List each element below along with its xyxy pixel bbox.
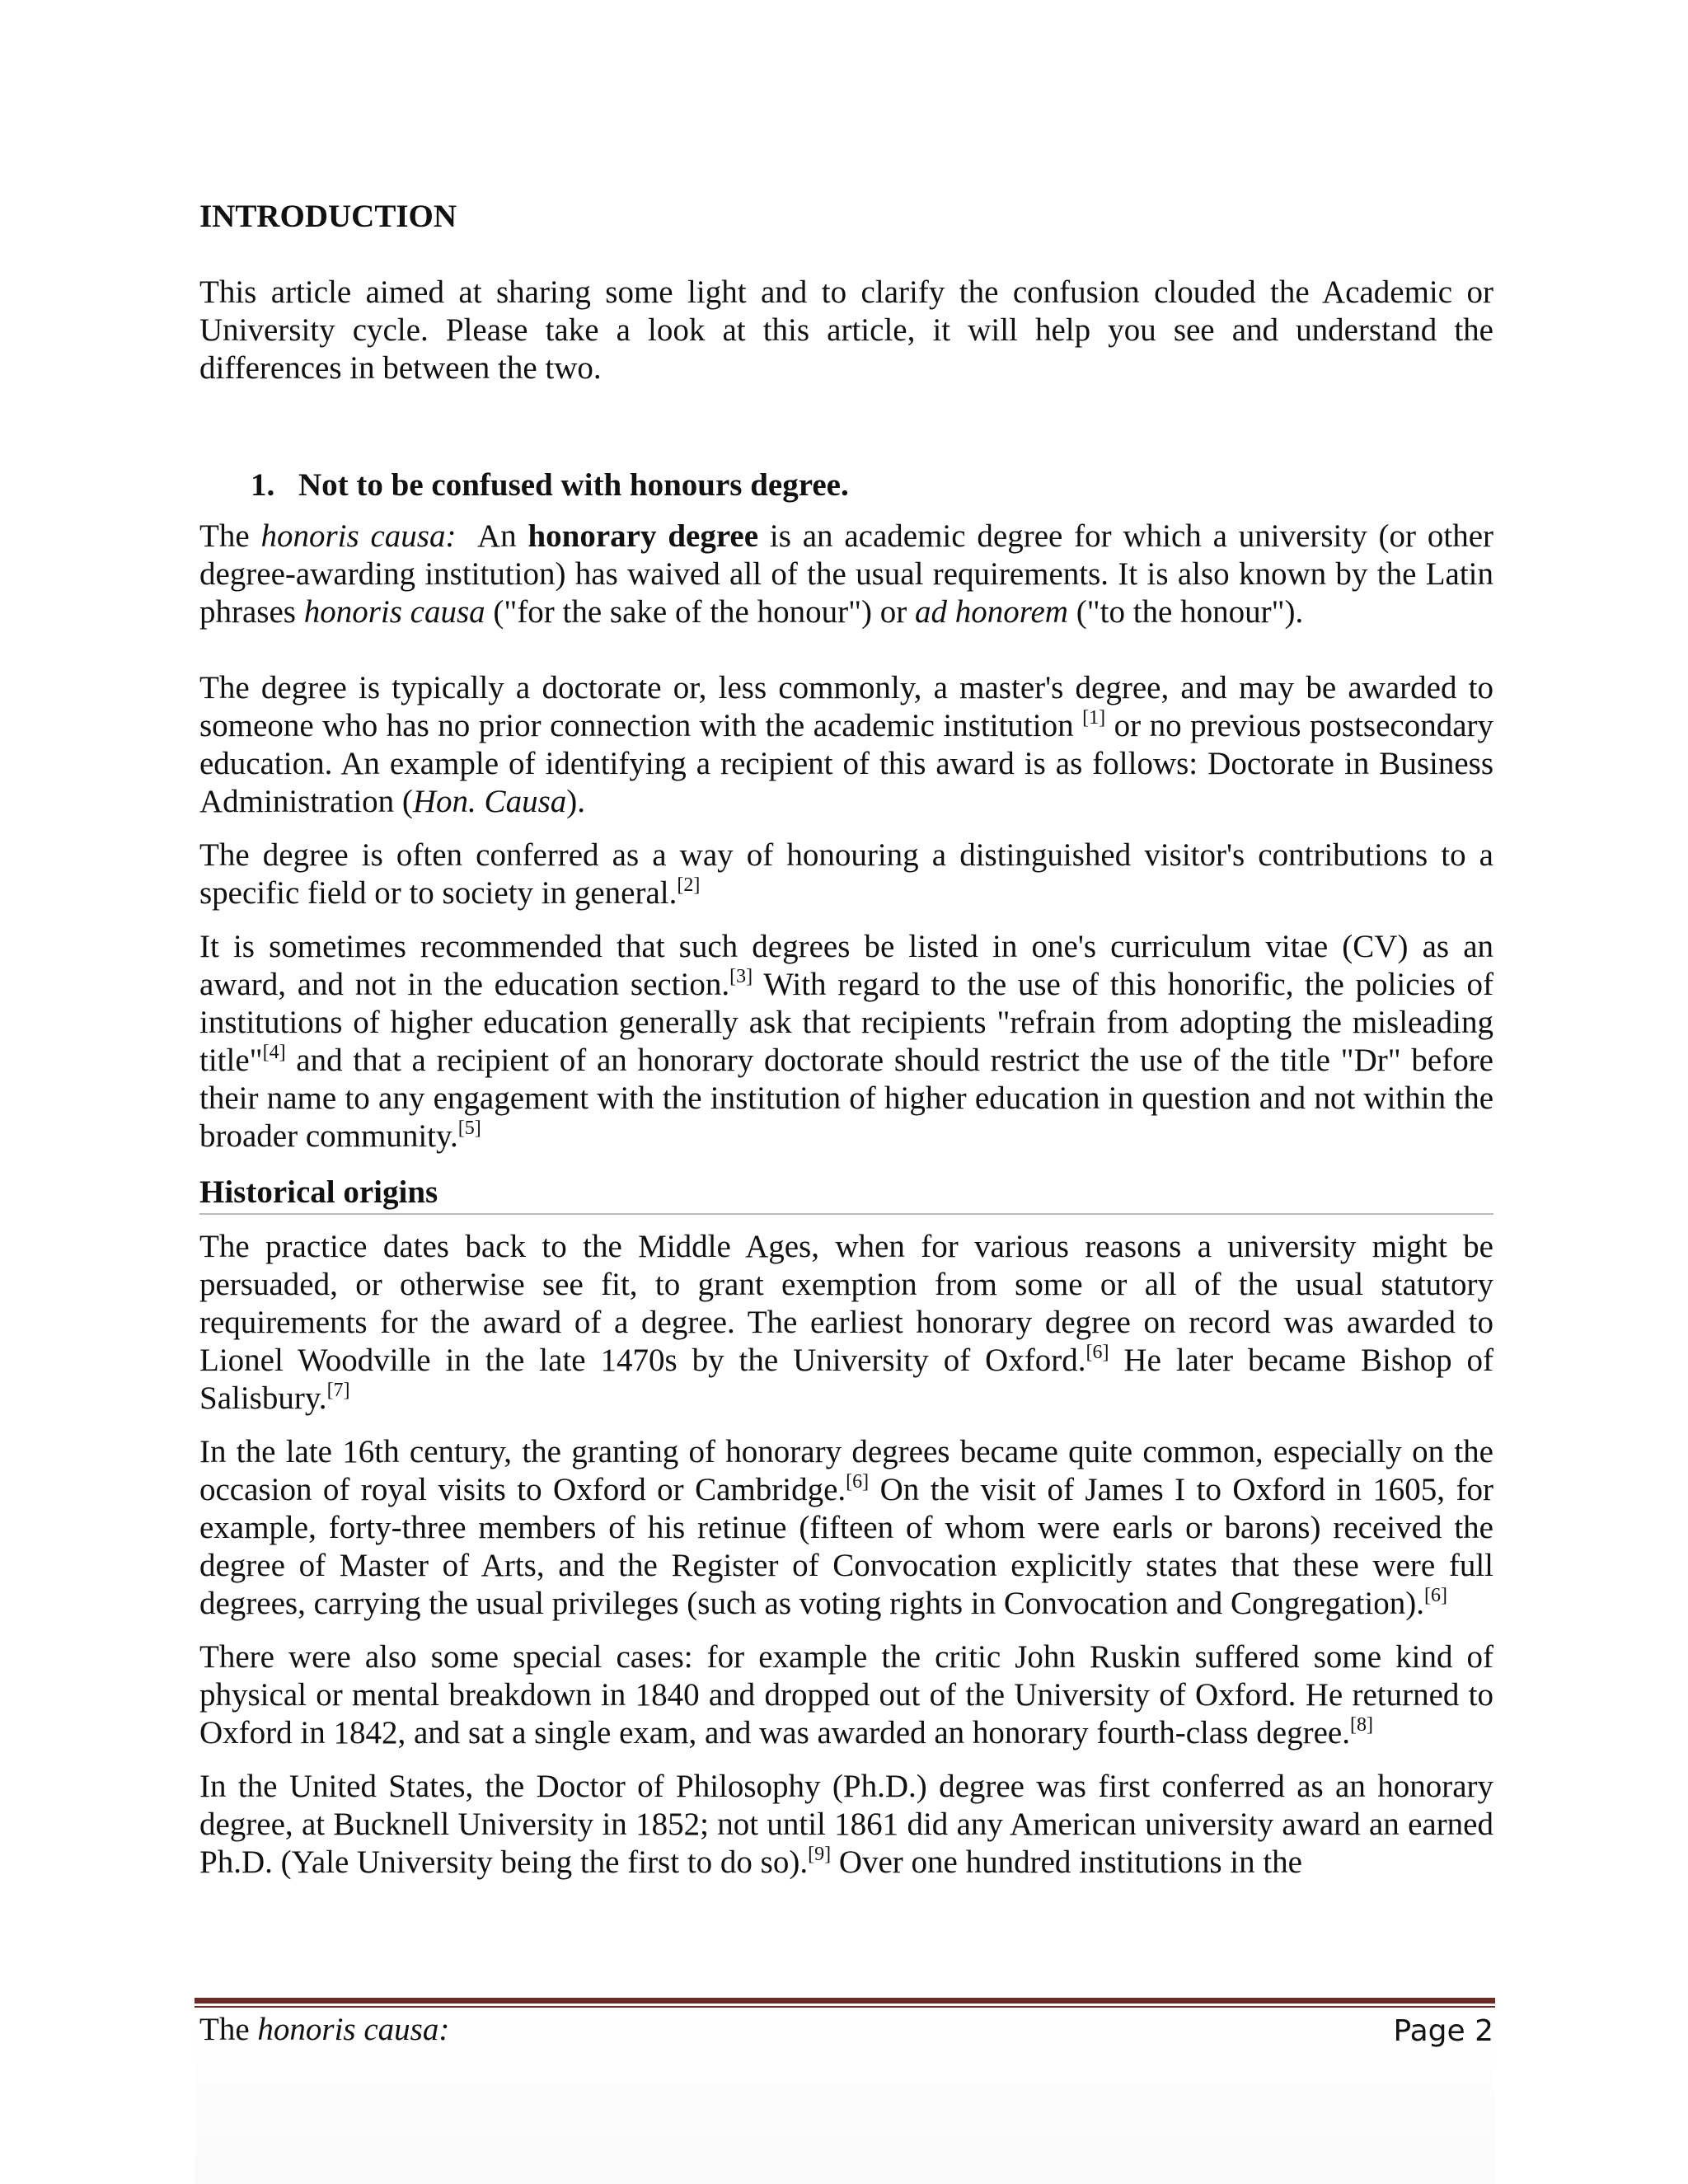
bold-run: honorary degree: [528, 518, 759, 554]
citation-ref[interactable]: [9]: [808, 1844, 832, 1865]
page-number: Page 2: [1393, 2014, 1493, 2048]
citation-ref[interactable]: [7]: [326, 1380, 350, 1401]
italic-run: Hon. Causa: [412, 784, 567, 819]
citation-ref[interactable]: [6]: [1423, 1585, 1447, 1606]
footer-title-prefix: The: [199, 2012, 258, 2047]
middle-ages-paragraph: [199, 1228, 1493, 1418]
citation-ref[interactable]: [4]: [262, 1042, 286, 1063]
text-run: On the visit of James I to Oxford in 1605, for example, forty-three members of his retinue (fifteen of whom were earls or barons) received the degree of Master of Arts, and the Register of Convocation explicitly states that these were full degrees, carrying the usual privileges (such as voting rights in Convocation and Congregation).: [199, 1472, 1493, 1621]
citation-ref[interactable]: [3]: [729, 966, 753, 987]
text-run: An: [456, 518, 528, 554]
text-run: ("for the sake of the honour") or: [485, 594, 915, 630]
footer-title: [199, 2011, 449, 2049]
citation-ref[interactable]: [5]: [457, 1118, 481, 1139]
list-number: 1.: [251, 467, 275, 503]
italic-run: honoris causa: [303, 594, 485, 630]
text-run: ).: [566, 784, 585, 819]
text-run: is an academic degree for which a university (or other degree-awarding institution) has waived all of the usual requirements. It is also known by the Latin phrases: [199, 518, 1493, 630]
text-run: The degree is typically a doctorate or, less commonly, a master's degree, and may be awarded to someone who has no prior connection with the academic institution: [199, 670, 1493, 743]
citation-ref[interactable]: [1]: [1082, 707, 1106, 729]
numbered-heading-1: [251, 466, 1493, 504]
text-run: The degree is often conferred as a way of honouring a distinguished visitor's contributions to a specific field or to society in general.: [199, 837, 1493, 911]
text-run: There were also some special cases: for example the critic John Ruskin suffered some kind of physical or mental breakdown in 1840 and dropped out of the University of Oxford. He returned to Oxford in 1842, and sat a single exam, and was awarded an honorary fourth-class degree.: [199, 1639, 1493, 1750]
text-run: ("to the honour").: [1067, 594, 1304, 630]
text-run: Over one hundred institutions in the: [831, 1844, 1302, 1880]
italic-run: honoris causa:: [260, 518, 457, 554]
section-heading-introduction: INTRODUCTION: [199, 199, 457, 234]
sixteenth-century-paragraph: [199, 1433, 1493, 1623]
footer-title-italic: honoris causa:: [257, 2012, 450, 2047]
degree-type-paragraph: [199, 669, 1493, 821]
united-states-paragraph: [199, 1768, 1493, 1882]
footer-rule-thin: [195, 2006, 1495, 2008]
conferred-paragraph: [199, 837, 1493, 912]
text-run: In the United States, the Doctor of Philosophy (Ph.D.) degree was first conferred as an honorary degree, at Bucknell University in 1852; not until 1861 did any American university award an earned Ph.D. (Yale University being the first to do so).: [199, 1769, 1493, 1880]
text-run: In the late 16th century, the granting of honorary degrees became quite common, especially on the occasion of royal visits to Oxford or Cambridge.: [199, 1434, 1493, 1507]
numbered-heading-text: Not to be confused with honours degree.: [298, 467, 849, 503]
text-run: With regard to the use of this honorific, the policies of institutions of higher education generally ask that recipients "refrain from adopting the misleading title": [199, 967, 1494, 1078]
text-run: and that a recipient of an honorary doctorate should restrict the use of the title "Dr" before their name to any engagement with the institution of higher education in question and not within the broader community.: [199, 1043, 1493, 1154]
intro-paragraph: This article aimed at sharing some light and to clarify the confusion clouded the Academic or University cycle. Please take a look at this article, it will help you see and understand the differences in between the two.: [199, 274, 1493, 386]
citation-ref[interactable]: [2]: [677, 874, 701, 896]
text-run: It is sometimes recommended that such degrees be listed in one's curriculum vitae (CV) as an award, and not in the education section.: [199, 929, 1493, 1002]
page-content: [199, 198, 1493, 1882]
special-cases-paragraph: [199, 1638, 1493, 1752]
text-run: or no previous postsecondary education. An example of identifying a recipient of this award is as follows: Doctorate in Business Administration (: [199, 708, 1494, 819]
footer-rule: [195, 1998, 1495, 2004]
text-run: The: [199, 518, 261, 554]
citation-ref[interactable]: [6]: [1085, 1342, 1109, 1363]
citation-ref[interactable]: [8]: [1349, 1714, 1373, 1736]
citation-ref[interactable]: [6]: [846, 1471, 870, 1493]
italic-run: ad honorem: [915, 594, 1068, 630]
honorary-definition-paragraph: [199, 518, 1493, 631]
text-run: He later became Bishop of Salisbury.: [199, 1343, 1493, 1416]
cv-paragraph: [199, 928, 1493, 1155]
text-run: The practice dates back to the Middle Ages, when for various reasons a university might be persuaded, or otherwise see fit, to grant exemption from some or all of the usual statutory requirements for the award of a degree. The earliest honorary degree on record was awarded to Lionel Woodville in the late 1470s by the University of Oxford.: [199, 1229, 1493, 1378]
historical-origins-heading: Historical origins: [199, 1174, 1493, 1215]
